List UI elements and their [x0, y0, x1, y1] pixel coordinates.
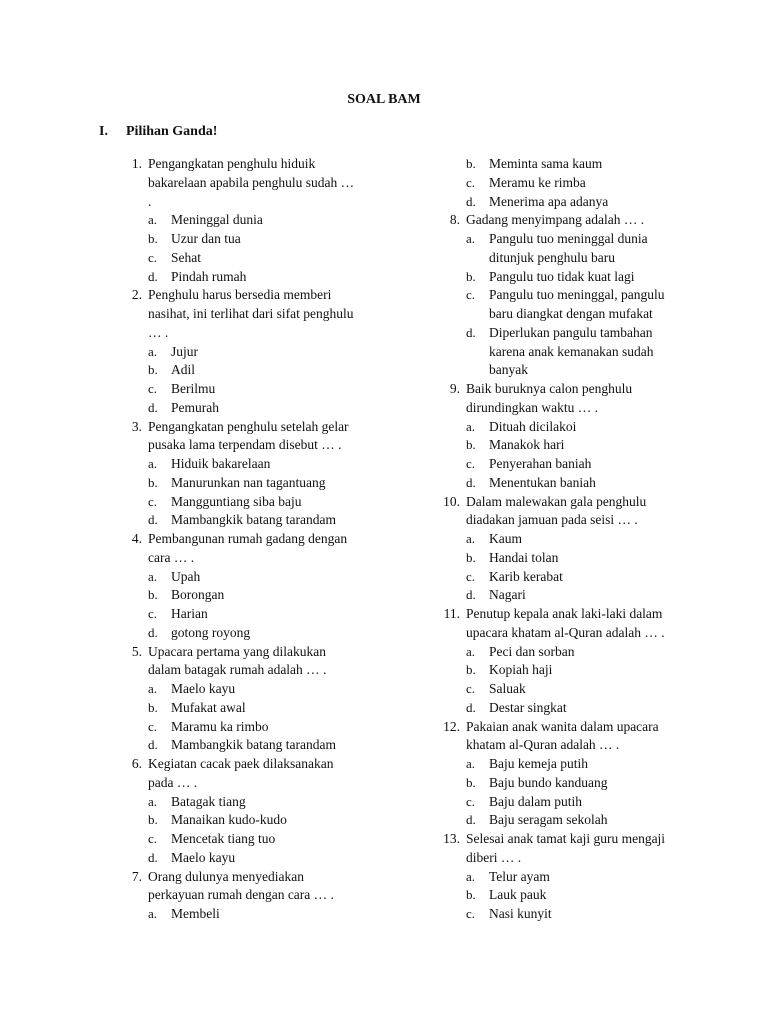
option-text: Mangguntiang siba baju: [171, 493, 302, 509]
option-text: Telur ayam: [489, 868, 550, 884]
option-text: Harian: [171, 606, 208, 621]
option-text: Meninggal dunia: [171, 212, 263, 228]
answer-option: [436, 418, 686, 437]
option-continuation: [436, 361, 686, 380]
answer-option: [118, 211, 368, 230]
question-text: cara … .: [148, 549, 195, 565]
answer-option: [436, 586, 686, 605]
option-text: Baju dalam putih: [489, 793, 582, 809]
option-letter: c.: [148, 249, 158, 265]
option-letter: d.: [466, 587, 476, 603]
question-text: Pembangunan rumah gadang dengan: [148, 531, 348, 546]
option-letter: c.: [148, 493, 158, 509]
option-text: Meminta sama kaum: [489, 156, 603, 171]
option-text: Dituah dicilakoi: [489, 418, 577, 434]
option-letter: d.: [148, 624, 158, 640]
question-line: [118, 418, 368, 437]
question-line: [118, 643, 368, 662]
question-number: 6.: [131, 756, 142, 771]
option-text: Baju bundo kanduang: [489, 774, 608, 790]
answer-option: [436, 549, 686, 568]
option-letter: a.: [148, 343, 158, 359]
option-text: Membeli: [171, 906, 220, 921]
option-letter: c.: [466, 287, 476, 303]
option-text: Menentukan baniah: [489, 474, 596, 490]
answer-option: [436, 455, 686, 474]
answer-option: [436, 643, 686, 662]
answer-option: [118, 793, 368, 812]
question-text: upacara khatam al-Quran adalah … .: [466, 624, 665, 640]
question-number: 10.: [443, 493, 460, 509]
option-text: Kaum: [489, 531, 522, 546]
option-text: Pangulu tuo meninggal dunia: [489, 231, 648, 246]
question-number: 5.: [131, 643, 142, 659]
answer-option: [436, 699, 686, 718]
option-letter: a.: [466, 643, 476, 659]
answer-option: [118, 605, 368, 624]
question-text: Pakaian anak wanita dalam upacara: [466, 718, 659, 734]
option-text: Saluak: [489, 681, 526, 696]
option-letter: a.: [466, 531, 476, 546]
section-heading: [99, 124, 217, 140]
option-text: Baju kemeja putih: [489, 756, 588, 771]
option-letter: d.: [148, 399, 158, 415]
question-line: [436, 211, 686, 230]
option-letter: b.: [148, 231, 158, 246]
answer-option: [436, 155, 686, 174]
option-text: baru diangkat dengan mufakat: [489, 306, 653, 321]
answer-option: [118, 511, 368, 530]
option-text: Manaikan kudo-kudo: [171, 812, 287, 828]
option-text: Lauk pauk: [489, 887, 547, 903]
answer-option: [118, 568, 368, 587]
answer-option: [118, 268, 368, 287]
option-letter: b.: [148, 812, 158, 828]
question-text: Orang dulunya menyediakan: [148, 868, 304, 884]
answer-option: [436, 774, 686, 793]
option-letter: a.: [148, 681, 158, 696]
answer-option: [436, 811, 686, 830]
answer-option: [436, 286, 686, 305]
question-text: Kegiatan cacak paek dilaksanakan: [148, 756, 334, 771]
question-text: Gadang menyimpang adalah … .: [466, 212, 645, 228]
section-title: Pilihan Ganda!: [126, 124, 218, 139]
option-text: Borongan: [171, 587, 225, 603]
answer-option: [436, 680, 686, 699]
option-letter: a.: [466, 231, 476, 246]
option-letter: a.: [148, 212, 158, 228]
option-letter: a.: [148, 906, 158, 921]
question-text: Pengangkatan penghulu hiduik: [148, 156, 316, 171]
question-continuation: [118, 174, 368, 193]
option-text: Maelo kayu: [171, 849, 236, 865]
option-text: Maelo kayu: [171, 681, 236, 696]
option-text: Mambangkik batang tarandam: [171, 737, 336, 753]
option-letter: b.: [466, 437, 476, 453]
option-text: Manurunkan nan tagantuang: [171, 474, 326, 490]
option-letter: d.: [466, 324, 476, 340]
question-number: 8.: [449, 212, 460, 228]
answer-option: [436, 886, 686, 905]
question-number: 7.: [131, 868, 142, 884]
answer-option: [436, 755, 686, 774]
question-text: Pengangkatan penghulu setelah gelar: [148, 418, 349, 434]
option-letter: b.: [148, 587, 158, 603]
option-text: Berilmu: [171, 381, 216, 396]
option-text: Penyerahan baniah: [489, 456, 592, 471]
question-column-right: [436, 155, 686, 924]
answer-option: [118, 399, 368, 418]
question-continuation: [118, 305, 368, 324]
option-letter: c.: [466, 793, 476, 809]
answer-option: [436, 793, 686, 812]
option-text: Destar singkat: [489, 699, 567, 715]
option-text: Nasi kunyit: [489, 906, 552, 921]
option-text: Pindah rumah: [171, 268, 247, 284]
question-text: Penghulu harus bersedia memberi: [148, 287, 332, 303]
option-letter: a.: [148, 456, 158, 471]
option-letter: a.: [466, 418, 476, 434]
answer-option: [118, 849, 368, 868]
option-text: Mambangkik batang tarandam: [171, 512, 336, 528]
option-text: Diperlukan pangulu tambahan: [489, 324, 653, 340]
option-text: Batagak tiang: [171, 793, 246, 809]
question-text: nasihat, ini terlihat dari sifat penghulu: [148, 306, 354, 321]
question-number: 1.: [131, 156, 142, 171]
question-text: .: [148, 193, 152, 209]
question-text: Selesai anak tamat kaji guru mengaji: [466, 831, 666, 846]
question-line: [436, 830, 686, 849]
answer-option: [118, 624, 368, 643]
option-text: Meramu ke rimba: [489, 174, 586, 190]
answer-option: [118, 230, 368, 249]
question-text: dalam batagak rumah adalah … .: [148, 662, 327, 678]
question-continuation: [118, 886, 368, 905]
question-number: 2.: [131, 287, 142, 303]
option-letter: c.: [148, 606, 158, 621]
option-text: Pangulu tuo tidak kuat lagi: [489, 268, 635, 284]
option-letter: a.: [466, 868, 476, 884]
question-text: Baik buruknya calon penghulu: [466, 381, 633, 396]
answer-option: [118, 718, 368, 737]
option-letter: c.: [466, 174, 476, 190]
answer-option: [436, 661, 686, 680]
option-text: Mufakat awal: [171, 699, 246, 715]
question-continuation: [436, 849, 686, 868]
option-letter: d.: [466, 193, 476, 209]
question-continuation: [436, 736, 686, 755]
question-continuation: [118, 549, 368, 568]
question-line: [118, 755, 368, 774]
question-line: [118, 155, 368, 174]
answer-option: [436, 193, 686, 212]
option-letter: b.: [466, 662, 476, 678]
answer-option: [436, 230, 686, 249]
option-text: Adil: [171, 362, 196, 378]
question-line: [436, 380, 686, 399]
option-text: Pemurah: [171, 399, 219, 415]
question-number: 9.: [449, 381, 460, 396]
option-text: Mencetak tiang tuo: [171, 831, 276, 846]
answer-option: [436, 324, 686, 343]
question-text: diberi … .: [466, 849, 522, 865]
question-text: … .: [148, 324, 169, 340]
option-letter: d.: [148, 849, 158, 865]
option-letter: b.: [466, 156, 476, 171]
answer-option: [436, 436, 686, 455]
question-continuation: [118, 324, 368, 343]
option-text: Upah: [171, 568, 201, 584]
option-letter: b.: [466, 268, 476, 284]
option-text: Maramu ka rimbo: [171, 718, 269, 734]
answer-option: [118, 474, 368, 493]
question-continuation: [436, 511, 686, 530]
option-letter: c.: [148, 831, 158, 846]
option-letter: b.: [148, 362, 158, 378]
option-text: ditunjuk penghulu baru: [489, 249, 615, 265]
question-text: diadakan jamuan pada seisi … .: [466, 512, 638, 528]
option-letter: b.: [466, 887, 476, 903]
option-letter: d.: [148, 512, 158, 528]
option-letter: b.: [148, 474, 158, 490]
question-text: khatam al-Quran adalah … .: [466, 737, 620, 753]
question-text: Upacara pertama yang dilakukan: [148, 643, 327, 659]
option-text: Karib kerabat: [489, 568, 563, 584]
option-letter: b.: [466, 549, 476, 565]
answer-option: [436, 568, 686, 587]
option-text: banyak: [489, 362, 528, 378]
option-letter: c.: [148, 718, 158, 734]
option-letter: c.: [148, 381, 158, 396]
answer-option: [118, 736, 368, 755]
question-line: [118, 530, 368, 549]
option-text: Handai tolan: [489, 549, 559, 565]
option-text: Nagari: [489, 587, 526, 603]
option-text: karena anak kemanakan sudah: [489, 343, 654, 359]
question-line: [118, 286, 368, 305]
question-continuation: [118, 436, 368, 455]
question-line: [436, 718, 686, 737]
answer-option: [118, 493, 368, 512]
question-text: pada … .: [148, 774, 198, 790]
option-text: Uzur dan tua: [171, 231, 241, 246]
option-letter: d.: [148, 268, 158, 284]
option-continuation: [436, 343, 686, 362]
question-continuation: [436, 624, 686, 643]
option-text: Menerima apa adanya: [489, 193, 609, 209]
option-text: Sehat: [171, 249, 201, 265]
option-letter: d.: [466, 474, 476, 490]
question-line: [436, 605, 686, 624]
question-text: Penutup kepala anak laki-laki dalam: [466, 606, 663, 621]
answer-option: [118, 455, 368, 474]
question-line: [118, 868, 368, 887]
question-text: pusaka lama terpendam disebut … .: [148, 437, 342, 453]
answer-option: [118, 905, 368, 924]
option-letter: d.: [466, 699, 476, 715]
option-letter: a.: [466, 756, 476, 771]
option-text: Peci dan sorban: [489, 643, 575, 659]
answer-option: [118, 586, 368, 605]
question-number: 11.: [443, 606, 460, 621]
option-letter: d.: [148, 737, 158, 753]
question-line: [436, 493, 686, 512]
option-continuation: [436, 305, 686, 324]
question-continuation: [118, 193, 368, 212]
question-number: 13.: [443, 831, 460, 846]
question-continuation: [118, 774, 368, 793]
option-letter: c.: [466, 568, 476, 584]
answer-option: [118, 343, 368, 362]
answer-option: [436, 530, 686, 549]
option-letter: a.: [148, 793, 158, 809]
option-text: Baju seragam sekolah: [489, 812, 608, 828]
option-letter: d.: [466, 812, 476, 828]
document-title: SOAL BAM: [347, 92, 421, 107]
answer-option: [118, 830, 368, 849]
question-column-left: [118, 155, 368, 924]
option-letter: c.: [466, 456, 476, 471]
option-text: Kopiah haji: [489, 662, 553, 678]
question-continuation: [436, 399, 686, 418]
answer-option: [436, 268, 686, 287]
answer-option: [118, 811, 368, 830]
question-number: 4.: [131, 531, 142, 546]
option-continuation: [436, 249, 686, 268]
option-text: gotong royong: [171, 624, 251, 640]
answer-option: [436, 174, 686, 193]
answer-option: [118, 249, 368, 268]
option-letter: a.: [148, 568, 158, 584]
answer-option: [436, 474, 686, 493]
option-letter: c.: [466, 906, 476, 921]
answer-option: [118, 680, 368, 699]
answer-option: [118, 380, 368, 399]
question-number: 12.: [443, 718, 460, 734]
question-number: 3.: [131, 418, 142, 434]
option-letter: b.: [148, 699, 158, 715]
option-text: Pangulu tuo meninggal, pangulu: [489, 287, 665, 303]
option-text: Jujur: [171, 343, 198, 359]
question-text: dirundingkan waktu … .: [466, 399, 598, 415]
answer-option: [118, 699, 368, 718]
option-text: Hiduik bakarelaan: [171, 456, 271, 471]
section-numeral: I.: [99, 124, 108, 139]
question-text: perkayuan rumah dengan cara … .: [148, 887, 334, 903]
question-text: Dalam malewakan gala penghulu: [466, 493, 647, 509]
option-letter: c.: [466, 681, 476, 696]
answer-option: [436, 905, 686, 924]
option-letter: b.: [466, 774, 476, 790]
answer-option: [436, 868, 686, 887]
option-text: Manakok hari: [489, 437, 565, 453]
question-continuation: [118, 661, 368, 680]
answer-option: [118, 361, 368, 380]
question-text: bakarelaan apabila penghulu sudah …: [148, 174, 355, 190]
